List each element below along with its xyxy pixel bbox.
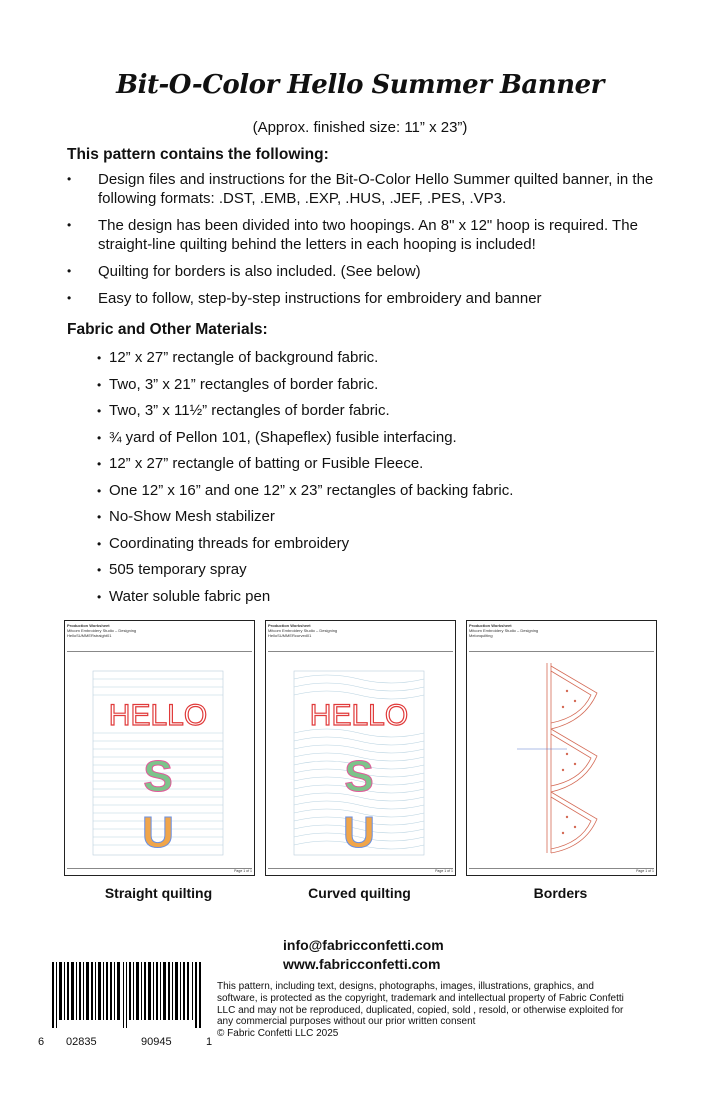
worksheet-company: Mitcom Embroidery Studio – Designing xyxy=(469,628,539,633)
worksheet-header: Production Worksheet xyxy=(268,623,311,628)
materials-heading: Fabric and Other Materials: xyxy=(67,321,268,338)
materials-list xyxy=(97,348,513,613)
list-item: • The design has been divided into two hoopings. An 8" x 12" hoop is required. The straight-line quilting behind the letters in each hooping is included! xyxy=(67,216,677,254)
email-link[interactable]: info@fabricconfetti.com xyxy=(283,937,444,953)
worksheet-header: Production Worksheet xyxy=(67,623,110,628)
barcode-digit-system: 6 xyxy=(38,1036,45,1048)
barcode-digits-left: 02835 xyxy=(66,1036,97,1048)
list-item: • Two, 3” x 21” rectangles of border fabric. xyxy=(97,375,379,393)
s-letter: S xyxy=(344,752,374,801)
contents-heading: This pattern contains the following: xyxy=(67,146,329,163)
finished-size: (Approx. finished size: 11” x 23”) xyxy=(252,119,468,136)
list-item: • Quilting for borders is also included. (See below) xyxy=(67,262,677,281)
copyright-line: © Fabric Confetti LLC 2025 xyxy=(217,1028,339,1040)
barcode-icon xyxy=(50,962,203,1028)
list-item: • Design files and instructions for the Bit-O-Color Hello Summer quilted banner, in the following formats: .DST, .EMB, .EXP, .HUS, .JEF, .PES, .VP3. xyxy=(67,170,677,208)
list-item: • Two, 3” x 11½” rectangles of border fabric. xyxy=(97,402,390,419)
worksheet-curved-quilting xyxy=(265,620,456,876)
worksheet-design: Melonquilting xyxy=(469,633,493,638)
curved-quilting-preview xyxy=(266,621,455,875)
contact-block xyxy=(283,936,444,974)
worksheet-borders xyxy=(466,620,657,876)
list-item: • One 12” x 16” and one 12” x 23” rectangles of backing fabric. xyxy=(97,481,514,499)
worksheet-design: HelloSUMMERcurved01 xyxy=(268,633,312,638)
list-item: • Coordinating threads for embroidery xyxy=(97,534,350,552)
website-link[interactable]: www.fabricconfetti.com xyxy=(283,956,441,972)
copyright-notice: This pattern, including text, designs, photographs, images, illustrations, graphics, and software, is protected as the copyright, trademark and intellectual property of Fabric Confetti LLC and may not be reproduced, duplicated, copied, sold , resold, or otherwise exploited for any commercial purposes without our prior written consent xyxy=(217,981,624,1028)
s-letter: S xyxy=(143,752,173,801)
page-title: Bit-O-Color Hello Summer Banner xyxy=(116,70,604,100)
list-item: • 12” x 27” rectangle of batting or Fusible Fleece. xyxy=(97,455,424,472)
contents-list xyxy=(67,170,677,316)
worksheet-company: Mitcom Embroidery Studio – Designing xyxy=(268,628,338,633)
list-item: • ¾ yard of Pellon 101, (Shapeflex) fusible interfacing. xyxy=(97,428,457,446)
list-item: • Easy to follow, step-by-step instructions for embroidery and banner xyxy=(67,289,677,308)
worksheet-design: HelloSUMMERstraight01 xyxy=(67,633,112,638)
legal-notice xyxy=(217,981,637,1040)
straight-quilting-preview xyxy=(65,621,254,875)
barcode-check-digit: 1 xyxy=(206,1036,213,1048)
list-item: • 505 temporary spray xyxy=(97,561,247,578)
list-item: • 12” x 27” rectangle of background fabric. xyxy=(97,349,379,366)
list-item: • No-Show Mesh stabilizer xyxy=(97,508,275,525)
page-number: Page 1 of 1 xyxy=(435,869,453,873)
page-number: Page 1 of 1 xyxy=(636,869,654,873)
hello-letters: HELLO xyxy=(108,699,208,732)
barcode-digits-right: 90945 xyxy=(141,1036,172,1048)
u-letter: U xyxy=(343,808,375,857)
worksheet-straight-quilting xyxy=(64,620,255,876)
u-letter: U xyxy=(142,808,174,857)
list-item: • Water soluble fabric pen xyxy=(97,587,271,605)
worksheet-company: Mitcom Embroidery Studio – Designing xyxy=(67,628,137,633)
hello-letters: HELLO xyxy=(309,699,409,732)
caption-borders: Borders xyxy=(533,885,588,901)
worksheet-header: Production Worksheet xyxy=(469,623,512,628)
border-melon-preview xyxy=(467,621,656,875)
page-number: Page 1 of 1 xyxy=(234,869,252,873)
caption-curved: Curved quilting xyxy=(308,885,411,901)
caption-straight: Straight quilting xyxy=(104,885,213,901)
